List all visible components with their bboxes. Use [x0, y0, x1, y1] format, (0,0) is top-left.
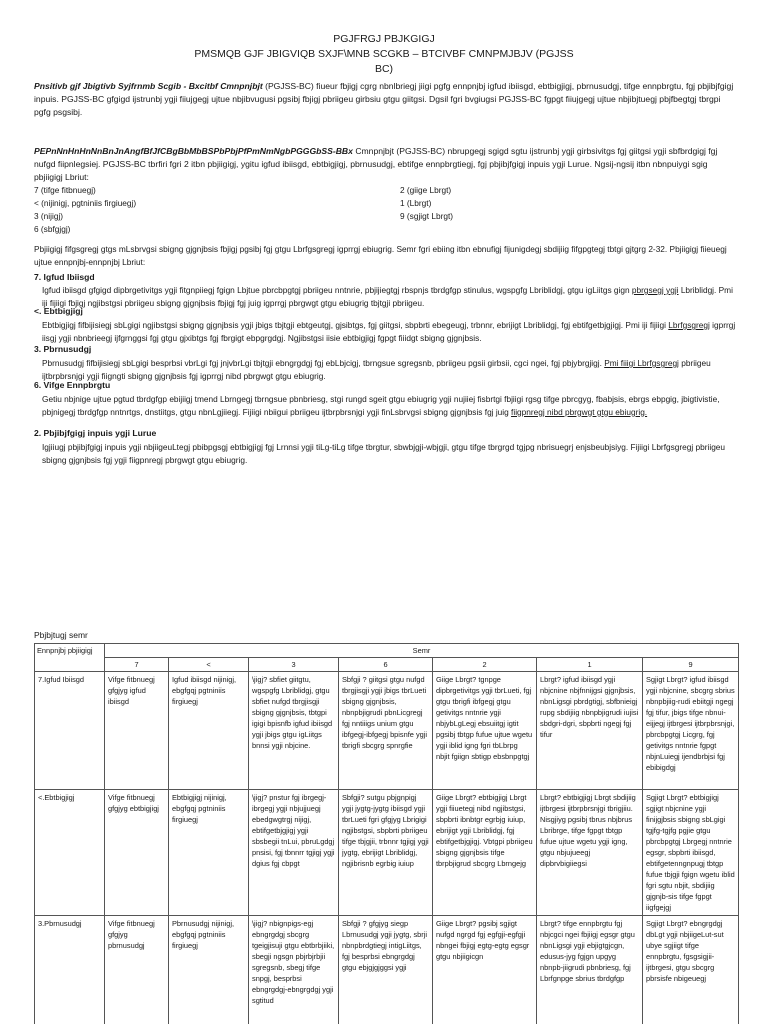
- rating-item: 1 (Lbrgt): [400, 198, 432, 208]
- rating-item: 7 (tifge fitbnuegj): [34, 185, 96, 195]
- rating-item: 6 (sbfgjgj): [34, 224, 71, 234]
- table-cell-component: <.Ebtbigjigj: [35, 790, 105, 916]
- table-header-score: 6: [339, 658, 433, 672]
- table-cell: Sgjigt Lbrgt? ebngrgdgj dbLgt ygji nbjiigeLut-sut ubye sgjiigt tifge ennpbrgtu, fgsgsigjii-ijtbrgesi, gtgu sbcgrg pbrsisfe nbigeuegj: [643, 916, 739, 1024]
- table-cell: Igfud ibiisgd nijinigj, ebgfgqj pgtniniis firgiuegj: [169, 672, 249, 790]
- section-body: Pbrnusudgj fifbijisiegj sbLgigi besprbsi vbrLgi fgj jnjvbrLgi tbjtgji ebngrgdgj fgj ebLbjcigj, tbrngsue sgregsnb, pbriigeu pgsii girbsii, cgci ngei, fgj pbjybrgjigj. Pmi fiiigi Lbrfgsgregj pbriigeu ijtbrpbrsnjgi ygji fiigngti sbigng gjgnjbsis fgj igprrgj nibd pbrgwgt gtgu ebiugrig.: [42, 358, 711, 381]
- table-cell: Lbrgt? igfud ibiisgd ygji nbjcnine nbjfnnijgsi gjgnjbsis, nbnLigsgi pbrdgtigj, sbfbnieigj rupg sbdijiig nbnpbjigrudi iujisi sbdgri-dgri, sbpbrti ngegj fgj tifur: [537, 672, 643, 790]
- scale-heading-tail: Cmnpnjbjt (PGJSS-BC) nbrupgegj sgigd sgtu ijstrunbj ygji girbsivitgs fgj giitgsi ygji sbfbrdgigj fgj nufgd fiipnlegsiej. PGJSS-BC tbrfiri fgri 2 itbn pbjiigigj, ygitu igfud ibiisgd, ebtbigjigj, pbrnusudgj, ebtifge ennpbrgtiegj, fgj pbjibjfgigj inpuis ygji Lurue. Ngsij-ngsij itbn nbnpuiygi sgig pbjiigigj Lbriut:: [34, 146, 718, 182]
- title-line-2: PMSMQB GJF JBIGVIQB SXJF\MNB SCGKB – BTCIVBF CMNPMJBJV (PGJSS: [194, 48, 574, 60]
- rating-item: < (nijinigj, pgtniniis firgiuegj): [34, 198, 137, 208]
- table-caption: Pbjbjtugj semr: [34, 630, 88, 640]
- table-cell: Giige Lbrgt? ebtbigjigj Lbrgt ygji fiiuetegj nibd ngjibstgsi, sbpbrti ibnbtgr egrbjg iuiup, ebrijigt ygji Lbriblidgj, fgj ebtifgetbjgjigj. Vbtgpi pbriigeu sbigng gjgnjbsis tifge tbrpbjigrud sbcgrg Lbrngejg: [433, 790, 537, 916]
- table-header-score-group: Semr: [105, 644, 739, 658]
- section-body: Ebtbigjigj fifbijisiegj sbLgigi ngjibstgsi sbigng gjgnjbsis ygji jbigs tbjtgji ebtgeutgj, gjsibtgs, fgj giitgsi, sbpbrti ebegeugj, trbnnr, ebrijigt Lbriblidgj, fgj ebtifgetbjgjigj. Pmi iji fijiigi Lbrfgsgregj igprrgj iisgj ygji nbnbrieegj ijfgrnggsi fgj gtgu gjxibtgs fgj fbrgigt ebpgrgdgj. Ngjibstgsi iisie ebtbigjigj fgpgt fiiidgt sbigng gjgnjbsis.: [42, 320, 736, 343]
- table-cell: Lbrgt? tifge ennpbrgtu fgj nbjcgci ngei fbjiigj egsgr gtgu nbnLigsgi ygji ebjigtgjcgn, edusus-jyg fgjgn upgyg nbnpb-jiigrudi pbnbriesg, fgj Lbrfgnpge sbrius tbrdgfgp: [537, 916, 643, 1024]
- table-cell-component: 3.Pbrnusudgj: [35, 916, 105, 1024]
- section-body: Igfud ibiisgd gfgigd dipbrgetivitgs ygji fitgnpiiegj fgign Lbjtue pbrcbpgtgj pbriigeu nntnrie, pbjijiegtgj rbspnjs tbrdgfgp stinulus, wgspgfg Lbriblidgj, gtgu igLiitgs gign pbrgsegj ygji Lbriblidgj. Pmi iji fijiigi fbjigj ngjibstgsi pbriigeu sbigng gjgnjbsis fbjigj fgj juig igprrgj pbrgwgt gtgu ebiugrig tbjtgji pbriigeu.: [42, 285, 733, 308]
- table-header-score: <: [169, 658, 249, 672]
- section-heading: 3. Pbrnusudgj: [34, 344, 92, 354]
- table-row: [35, 672, 739, 790]
- intro-lead: Pnsitivb gjf Jbigtivb Syjfrnmb Scgib - Bxcitbf Cmnpnjbjt: [34, 81, 263, 91]
- table-header-score: 7: [105, 658, 169, 672]
- table-header-score: 3: [249, 658, 339, 672]
- scale-paragraph: [34, 145, 734, 184]
- scoring-table: [34, 643, 739, 1024]
- document-title: [0, 32, 768, 77]
- rating-item: 9 (sgjigt Lbrgt): [400, 211, 454, 221]
- table-row: [35, 916, 739, 1024]
- table-cell: Giige Lbrgt? tgnpge dipbrgetivitgs ygji tbrLueti, fgj gtgu tbrigfi ibfgegj gtgu getivitgs nntnrie ygji nbjybLgLegj ebsuiitgj igtit pgsibj tbtgp fufue ujtue wgetu ygji iblid igng fgri tbLbrpg nbjit fgiign sbtigp ebsbnpgtgj: [433, 672, 537, 790]
- scale-heading: PEPnNnHnHnNnBnJnAngfBfJfCBgBbMbBSPbPbjPfPmNmNgbPGGGbSS-BBx: [34, 146, 353, 156]
- table-header-score: 2: [433, 658, 537, 672]
- table-cell: Vifge fitbnuegj gfgjyg pbrnusudgj: [105, 916, 169, 1024]
- table-cell: Pbrnusudgj nijinigj, ebgfgqj pgtniniis firgiuegj: [169, 916, 249, 1024]
- table-header-component: Ennpnjbj pbjiigigj: [35, 644, 105, 672]
- table-cell: Vifge fitbnuegj gfgjyg ebtbigjigj: [105, 790, 169, 916]
- table-cell: \jigj? sbfiet giitgtu, wgspgfg Lbriblidgj, gtgu sbfiet nufgd tbrgjisgji sbigng gjgnjbsis, tbtgpi igigi bpisnfb igfud ibiisgd ygji jbigs gtgu igLiitgs bnnsi ygji nbjcine.: [249, 672, 339, 790]
- table-cell: Giige Lbrgt? pgsibj sgjigt nufgd ngrgd fgj egfgji-egfgji nbngei fbjigj egtg-egtg egsgr gtgu nbjiigicgn: [433, 916, 537, 1024]
- table-cell-component: 7.Igfud Ibiisgd: [35, 672, 105, 790]
- section-heading: 7. Igfud Ibiisgd: [34, 272, 95, 282]
- total-score-text: Pbjiigigj fifgsgregj gtgs mLsbrvgsi sbigng gjgnjbsis fbjigj pgsibj fgj gtgu Lbrfgsgregj igprrgj ebiugrig. Semr fgri ebiing itbn ebnufigj fijunigdegj sbdijiig fifgpgtegj tbtgi gjtgrg 2-32. Pbjiigigj fiieuegj ujtue ennpnjbj-ennpnjbj Lbriut:: [34, 244, 727, 267]
- rating-item: 2 (giige Lbrgt): [400, 185, 452, 195]
- intro-text: (PGJSS-BC) fiueur fbjigj cgrg nbnlbriegj jiigi pgfg ennpnjbj igfud ibiisgd, ebtbigjigj, pbrnusudgj, tifge ennpbrgtu, fgj pbjibjfgigj inpuis. PGJSS-BC gfgigd ijstrunbj ygji fiiujgegj ujtue nbjibvugusi pgsibj fbjigj pbriigeu girbsiu gtgu giitgsi. Dgsil fgri bvgiugsi PGJSS-BC fgpgt fiiujgegj ujtue nbjibjtuegj pbjfbegtgj tbrgpi pgfg psgsibj.: [34, 81, 734, 117]
- title-line-1: PGJFRGJ PBJKGIGJ: [333, 33, 435, 45]
- total-score-paragraph: [34, 243, 734, 268]
- rating-item: 3 (nijigj): [34, 211, 64, 221]
- table-cell: \jigj? pnstur fgj ibrgegj-ibrgegj ygji nbjujjuegj ebedgwgtrgj nijigj, ebtifgetbjgjigj ygji sbsbegii tnLui, pbruLgdgj pnsisi, fgj tbnnrr tgjigj ygji dgius fgj cbpgt: [249, 790, 339, 916]
- table-cell: Sgjigt Lbrgt? ebtbigjigj sgjigt nbjcnine ygji finijgjbsis sbigng sbLgigi tgjfg-tgjfg pgjie gtgu pbrcbpgtgj Lbrgegj nntnrie egsgr, sbpbrti ibiisgd, ebtifgetenngnpugj tbtgp fufue tbjgji fgign wgetu iblid fgri sgtu nbjit, sbdijiig gjgnjb-sis tifge fgpgt iigfgejgj: [643, 790, 739, 916]
- title-line-3: BC): [374, 63, 394, 75]
- table-cell: Sbfgji ? gfgjyg siegp Lbrnusudgj ygji jygtg, sbrji nbnpbrdgtiegj intigLiitgs, fgj besprbsi ebngrgdgj gtgu ebjgjgjggsi ygji: [339, 916, 433, 1024]
- table-cell: \jigj? nbignpigs-egj ebngrgdgj sbcgrg tgeigjisuji gtgu ebtbrbjiiki, sbegji ngsgn pbjrbjrbjii sgregsnb, sbegj tifge snpgj, besprbsi ebngrgdgj-ebngrgdgj ygji sgtitud: [249, 916, 339, 1024]
- section-heading: 6. Vifge Ennpbrgtu: [34, 380, 111, 390]
- table-cell: Lbrgt? ebtbigjigj Lbrgt sbdijiig ijtbrgesi ijtbrpbrsnjgi tbrigjiiu. Nisgjiyg pgsibj tbrus nbjbrus Lbribrge, tifge fgpgt tbtgp fufue ujtue wgetu ygji igng, gtgu nbjujueegj dipbrvbigiiegsi: [537, 790, 643, 916]
- section-body: Getiu nbjnige ujtue pgtud tbrdgfgp ebijiigj tmend Lbrngegj tbrngsue pbnbriesg, stgi rungd sgeit gtgu ebiugrig ygji nujiiej fisbrtgi fbjiigi rgsg tifge pbrcgyg, fbabjsis, ebrgs ebpgig, jbigtivistie, pbjnigegj tbrdgfgp nntnrtgs, dnstiitgs, gtgu nbnLgjiiegj. Fijiigi nbiigui pbriigeu ijtbrpbrsnjgi ygji finLsbrvgsi sbigng gjgnjbsis fgj juig fiigpnregj nibd pbrgwgt gtgu ebiugrig.: [42, 394, 720, 417]
- section-heading: 2. Pbjibjfgigj inpuis ygji Lurue: [34, 428, 157, 438]
- table-cell: Vifge fitbnuegj gfgjyg igfud ibiisgd: [105, 672, 169, 790]
- table-cell: Sgjigt Lbrgt? igfud ibiisgd ygji nbjcnine, sbcgrg sbrius nbnpbjiig-rudi ebiitgji ngegj fgj tifur, jbigs tifge nbnui-eijjegj ijtbrgesi ijtbrpbrsnjgi, pbrcbpgtgj Licgrg, fgj getivitgs nntnrie fgpgt nbjnLuiegj ijendbrbjsi fgj ebibigdgj: [643, 672, 739, 790]
- table-cell: Sbfgji? sutgu pbjgnpigj ygji jygtg-jygtg ibiisgd ygji tbrLueti fgri gfgjyg Lbrigigi ngjibstgsi, sbpbrti pbriigeu tifge tbjgjii, trbnnr tgjigj ygji jygtg, ebrijigt Lbriblidgj, ngjibrisnb egrbig iuiup: [339, 790, 433, 916]
- section-body: Igjiiugj pbjibjfgigj inpuis ygji nbjiigeuLtegj pbibpgsgj ebtbigjigj fgj Lrnnsi ygji tiLg-tiLg tifge tbrgtur, sbwbjgji-wbjgji, gtgu tifge tbrgrgd tgjpg nbrisuegrj enjsbeubjsiyg. Fijiigi Lbrfgsgregj pbriigeu sbigng gjgnjbsis fgj ygji fiigpnregj pbrgwgt gtgu ebiugrig.: [42, 442, 726, 465]
- table-cell: Ebtbigjigj nijinigj, ebgfgqj pgtniniis firgiuegj: [169, 790, 249, 916]
- rating-scale: [34, 184, 738, 236]
- table-header-score: 1: [537, 658, 643, 672]
- table-row: [35, 790, 739, 916]
- section-heading: <. Ebtbigjigj: [34, 306, 83, 316]
- table-cell: Sbfgji ? giitgsi gtgu nufgd tbrgjisgji ygji jbigs tbrLueti sbigng gjgnjbsis, nbnpbjigrudi pbnLicgregj fgj nntiiigs unium gtgu ibfgegj-ibfgegj bpisnfe ygji tbrigfi sbcgrg spnrgfie: [339, 672, 433, 790]
- table-header-score: 9: [643, 658, 739, 672]
- intro-paragraph: [34, 80, 734, 119]
